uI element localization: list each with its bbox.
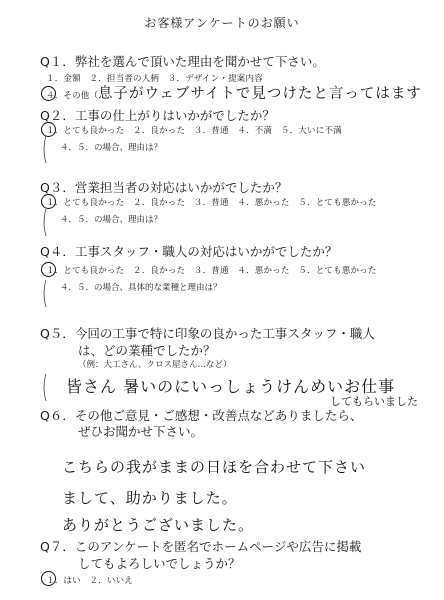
question-5-example: （例：大工さん、クロス屋さん…など） [78, 360, 232, 370]
question-4-subprompt: ４．５．の場合、具体的な業種と理由は？ [60, 283, 222, 293]
selected-mark-q4 [41, 262, 56, 277]
question-1-options: １．金額 ２．担当者の人柄 ３．デザイン・提案内容 [46, 74, 263, 84]
question-7-options: １．はい ２．いいえ [46, 576, 134, 586]
question-7-label-line1: Q７．このアンケートを匿名でホームページや広告に掲載 [40, 539, 362, 554]
answer-bracket-left: ( [42, 205, 48, 240]
question-5-handwritten-line1: 皆さん 暑いのにいっしょうけんめいお仕事 [66, 377, 396, 396]
question-3-label: Q３．営業担当者の対応はいかがでしたか？ [40, 180, 288, 195]
question-4-options: １．とても良かった ２．良かった ３．普通 ４．悪かった ５．とても悪かった [46, 266, 377, 276]
question-6-handwritten-line1: こちらの我がままの日ほを合わせて下さい [62, 458, 367, 476]
question-6-handwritten-line3: ありがとうございました。 [62, 516, 255, 534]
question-3-options: １．とても良かった ２．良かった ３．普通 ４．悪かった ５．とても悪かった [46, 198, 377, 208]
question-6-label-line2: ぜひお聞かせ下さい。 [78, 424, 204, 439]
page-title: お客様アンケートのお願い [144, 16, 300, 30]
question-5-label-line1: Q５．今回の工事で特に印象の良かった工事スタッフ・職人 [40, 326, 375, 341]
answer-bracket-left: ( [42, 132, 48, 167]
selected-mark-q1 [41, 86, 56, 101]
selected-mark-q7 [41, 571, 56, 586]
question-5-label-line2: は、どの業種でしたか？ [78, 343, 216, 358]
question-2-options: １．とても良かった ２．良かった ３．普通 ４．不満 ５．大いに不満 [46, 126, 342, 136]
question-4-label: Q４．工事スタッフ・職人の対応はいかがでしたか？ [40, 244, 338, 259]
question-6-label-line1: Q６．その他ご意見・ご感想・改善点などありましたら、 [40, 408, 363, 423]
answer-bracket-left: ( [42, 370, 48, 405]
question-5-handwritten-line2: してもらいました [330, 395, 418, 408]
question-7-label-line2: してもよろしいでしょうか？ [78, 556, 241, 571]
question-1-handwritten-answer: 息子がウェブサイトで見つけたと言ってはます [98, 86, 422, 102]
question-2-subprompt: ４．５．の場合、理由は？ [60, 143, 163, 153]
question-3-subprompt: ４．５．の場合、理由は？ [60, 215, 163, 225]
question-6-handwritten-line2: まして、助かりました。 [62, 489, 238, 507]
question-2-label: Q２．工事の仕上がりはいかがでしたか？ [40, 108, 275, 123]
question-1-label: Q１．弊社を選んで頂いた理由を聞かせて下さい。 [40, 54, 325, 69]
question-1-other-prefix: ４．その他（ [46, 91, 99, 101]
answer-bracket-left: ( [42, 276, 48, 311]
